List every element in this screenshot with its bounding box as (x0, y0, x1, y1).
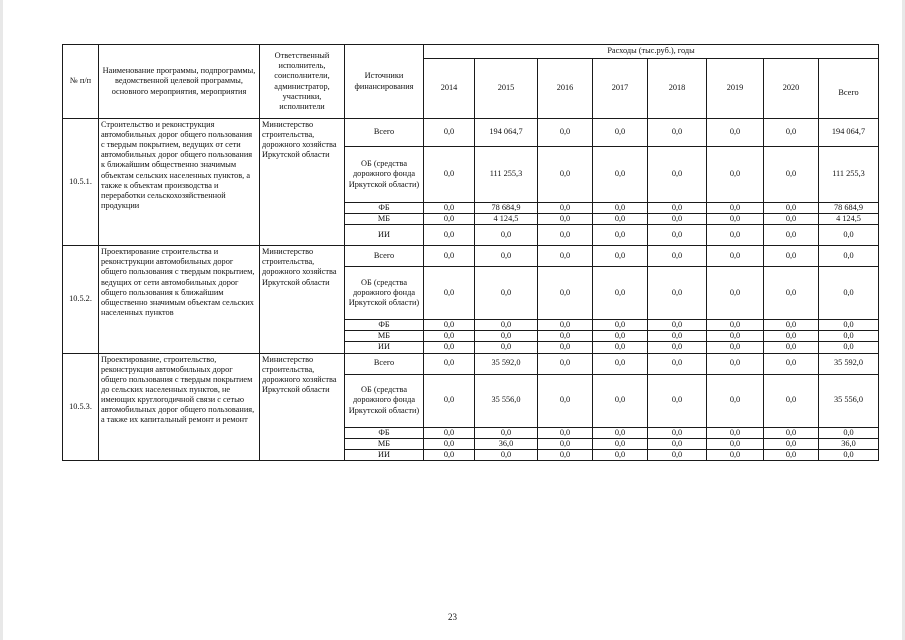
value-cell: 0,0 (424, 214, 475, 225)
value-cell: 0,0 (538, 267, 593, 320)
value-cell: 0,0 (593, 438, 648, 449)
value-total: 0,0 (819, 449, 879, 460)
value-cell: 0,0 (707, 320, 764, 331)
value-cell: 0,0 (764, 449, 819, 460)
value-cell: 0,0 (648, 147, 707, 203)
header-year: 2016 (538, 59, 593, 119)
page-number: 23 (448, 612, 457, 622)
value-total: 0,0 (819, 427, 879, 438)
value-cell: 0,0 (538, 449, 593, 460)
funding-source: ИИ (345, 449, 424, 460)
value-cell: 0,0 (648, 320, 707, 331)
value-cell: 0,0 (648, 438, 707, 449)
table-body (63, 45, 879, 461)
value-cell: 0,0 (424, 438, 475, 449)
value-cell: 0,0 (475, 225, 538, 246)
table-row (63, 119, 879, 147)
value-cell: 0,0 (593, 353, 648, 374)
item-name: Проектирование, строительство, реконструкция автомобильных дорог общего пользования с твердым покрытием до сельских населенных пунктов, не имеющих круглогодичной связи с сетью автомобильных дорог общего пользования, а также их капитальный ремонт и ремонт (99, 353, 260, 460)
funding-source: ФБ (345, 203, 424, 214)
value-cell: 0,0 (538, 147, 593, 203)
value-cell: 194 064,7 (475, 119, 538, 147)
value-cell: 0,0 (424, 449, 475, 460)
header-expenses: Расходы (тыс.руб.), годы (424, 45, 879, 59)
value-cell: 0,0 (707, 147, 764, 203)
value-cell: 0,0 (764, 147, 819, 203)
value-cell: 0,0 (707, 449, 764, 460)
value-cell: 0,0 (764, 267, 819, 320)
item-responsible: Министерство строительства, дорожного хозяйства Иркутской области (260, 353, 345, 460)
value-cell: 111 255,3 (475, 147, 538, 203)
value-cell: 78 684,9 (475, 203, 538, 214)
header-year: 2014 (424, 59, 475, 119)
value-cell: 0,0 (538, 214, 593, 225)
value-cell: 0,0 (648, 246, 707, 267)
value-cell: 0,0 (538, 427, 593, 438)
value-total: 194 064,7 (819, 119, 879, 147)
value-cell: 0,0 (764, 203, 819, 214)
value-cell: 0,0 (593, 267, 648, 320)
value-total: 0,0 (819, 331, 879, 342)
header-year: 2020 (764, 59, 819, 119)
table-row (63, 353, 879, 374)
value-cell: 0,0 (593, 147, 648, 203)
value-cell: 0,0 (764, 342, 819, 353)
funding-source: ОБ (средства дорожного фонда Иркутской области) (345, 374, 424, 427)
header-year: 2017 (593, 59, 648, 119)
value-total: 35 592,0 (819, 353, 879, 374)
value-total: 111 255,3 (819, 147, 879, 203)
funding-source: ИИ (345, 225, 424, 246)
value-cell: 0,0 (538, 353, 593, 374)
item-name: Строительство и реконструкция автомобильных дорог общего пользования с твердым покрытием, ведущих от сети автомобильных дорог общего пользования к ближайшим общественно значимым объектам сельских населенных пунктов, а также к объектам производства и переработки сельскохозяйственной продукции (99, 119, 260, 246)
value-cell: 0,0 (764, 320, 819, 331)
value-cell: 0,0 (538, 203, 593, 214)
value-cell: 0,0 (648, 225, 707, 246)
funding-source: МБ (345, 331, 424, 342)
value-total: 78 684,9 (819, 203, 879, 214)
value-cell: 0,0 (538, 246, 593, 267)
value-cell: 0,0 (593, 119, 648, 147)
value-cell: 0,0 (424, 342, 475, 353)
header-name: Наименование программы, подпрограммы, ведомственной целевой программы, основного мероприятия, мероприятия (99, 45, 260, 119)
value-cell: 0,0 (538, 374, 593, 427)
value-cell: 0,0 (593, 331, 648, 342)
value-cell: 0,0 (475, 320, 538, 331)
header-row (63, 45, 879, 59)
value-cell: 0,0 (648, 353, 707, 374)
funding-source: Всего (345, 119, 424, 147)
value-cell: 0,0 (538, 119, 593, 147)
value-cell: 0,0 (593, 214, 648, 225)
funding-source: МБ (345, 214, 424, 225)
value-cell: 0,0 (424, 225, 475, 246)
funding-source: Всего (345, 353, 424, 374)
scan-edge-left (0, 0, 3, 640)
value-cell: 0,0 (424, 119, 475, 147)
value-cell: 0,0 (475, 246, 538, 267)
value-cell: 36,0 (475, 438, 538, 449)
value-cell: 0,0 (707, 438, 764, 449)
header-num: № п/п (63, 45, 99, 119)
value-cell: 0,0 (707, 353, 764, 374)
value-cell: 0,0 (538, 225, 593, 246)
value-cell: 0,0 (707, 214, 764, 225)
value-cell: 0,0 (424, 246, 475, 267)
funding-source: ОБ (средства дорожного фонда Иркутской области) (345, 267, 424, 320)
value-cell: 0,0 (424, 267, 475, 320)
item-responsible: Министерство строительства, дорожного хозяйства Иркутской области (260, 119, 345, 246)
value-cell: 0,0 (593, 427, 648, 438)
value-cell: 0,0 (764, 353, 819, 374)
value-cell: 0,0 (475, 267, 538, 320)
value-cell: 35 592,0 (475, 353, 538, 374)
value-cell: 0,0 (648, 342, 707, 353)
header-responsible: Ответственный исполнитель, соисполнители, администратор, участники, исполнители (260, 45, 345, 119)
value-cell: 0,0 (475, 449, 538, 460)
value-total: 0,0 (819, 320, 879, 331)
value-total: 36,0 (819, 438, 879, 449)
value-cell: 0,0 (424, 320, 475, 331)
header-year: 2018 (648, 59, 707, 119)
value-total: 4 124,5 (819, 214, 879, 225)
value-cell: 4 124,5 (475, 214, 538, 225)
value-cell: 0,0 (593, 320, 648, 331)
item-number: 10.5.1. (63, 119, 99, 246)
value-cell: 0,0 (707, 203, 764, 214)
value-cell: 0,0 (707, 267, 764, 320)
value-cell: 0,0 (707, 427, 764, 438)
value-cell: 0,0 (764, 374, 819, 427)
value-cell: 35 556,0 (475, 374, 538, 427)
value-cell: 0,0 (538, 438, 593, 449)
value-cell: 0,0 (764, 225, 819, 246)
value-total: 0,0 (819, 225, 879, 246)
value-cell: 0,0 (648, 214, 707, 225)
value-cell: 0,0 (424, 427, 475, 438)
value-cell: 0,0 (707, 246, 764, 267)
funding-source: ФБ (345, 320, 424, 331)
funding-source: ОБ (средства дорожного фонда Иркутской области) (345, 147, 424, 203)
item-responsible: Министерство строительства, дорожного хозяйства Иркутской области (260, 246, 345, 353)
value-cell: 0,0 (593, 449, 648, 460)
value-cell: 0,0 (648, 449, 707, 460)
value-cell: 0,0 (648, 427, 707, 438)
value-cell: 0,0 (593, 225, 648, 246)
value-cell: 0,0 (475, 342, 538, 353)
value-total: 0,0 (819, 342, 879, 353)
value-cell: 0,0 (648, 119, 707, 147)
table-row (63, 246, 879, 267)
value-cell: 0,0 (707, 342, 764, 353)
value-cell: 0,0 (707, 331, 764, 342)
value-cell: 0,0 (593, 342, 648, 353)
value-cell: 0,0 (538, 320, 593, 331)
value-cell: 0,0 (424, 374, 475, 427)
value-cell: 0,0 (593, 374, 648, 427)
value-cell: 0,0 (593, 246, 648, 267)
value-cell: 0,0 (707, 119, 764, 147)
header-year: 2019 (707, 59, 764, 119)
item-name: Проектирование строительства и реконструкции автомобильных дорог общего пользования с твердым покрытием, ведущих от сети автомобильных дорог общего пользования к ближайшим общественно значимым объектам сельских населенных пунктов (99, 246, 260, 353)
funding-source: ИИ (345, 342, 424, 353)
value-cell: 0,0 (475, 427, 538, 438)
funding-source: МБ (345, 438, 424, 449)
funding-source: ФБ (345, 427, 424, 438)
header-year: 2015 (475, 59, 538, 119)
value-cell: 0,0 (764, 427, 819, 438)
value-cell: 0,0 (764, 214, 819, 225)
item-number: 10.5.2. (63, 246, 99, 353)
value-cell: 0,0 (538, 342, 593, 353)
value-cell: 0,0 (475, 331, 538, 342)
value-cell: 0,0 (764, 438, 819, 449)
value-cell: 0,0 (538, 331, 593, 342)
value-total: 0,0 (819, 246, 879, 267)
value-cell: 0,0 (764, 119, 819, 147)
header-sources: Источники финансирования (345, 45, 424, 119)
value-cell: 0,0 (648, 267, 707, 320)
value-cell: 0,0 (764, 246, 819, 267)
value-cell: 0,0 (424, 147, 475, 203)
value-cell: 0,0 (707, 225, 764, 246)
value-cell: 0,0 (424, 353, 475, 374)
value-cell: 0,0 (648, 203, 707, 214)
funding-source: Всего (345, 246, 424, 267)
value-total: 0,0 (819, 267, 879, 320)
item-number: 10.5.3. (63, 353, 99, 460)
value-total: 35 556,0 (819, 374, 879, 427)
value-cell: 0,0 (424, 331, 475, 342)
value-cell: 0,0 (593, 203, 648, 214)
header-year: Всего (819, 59, 879, 119)
value-cell: 0,0 (648, 374, 707, 427)
value-cell: 0,0 (707, 374, 764, 427)
value-cell: 0,0 (648, 331, 707, 342)
value-cell: 0,0 (424, 203, 475, 214)
financing-table (62, 44, 879, 461)
value-cell: 0,0 (764, 331, 819, 342)
